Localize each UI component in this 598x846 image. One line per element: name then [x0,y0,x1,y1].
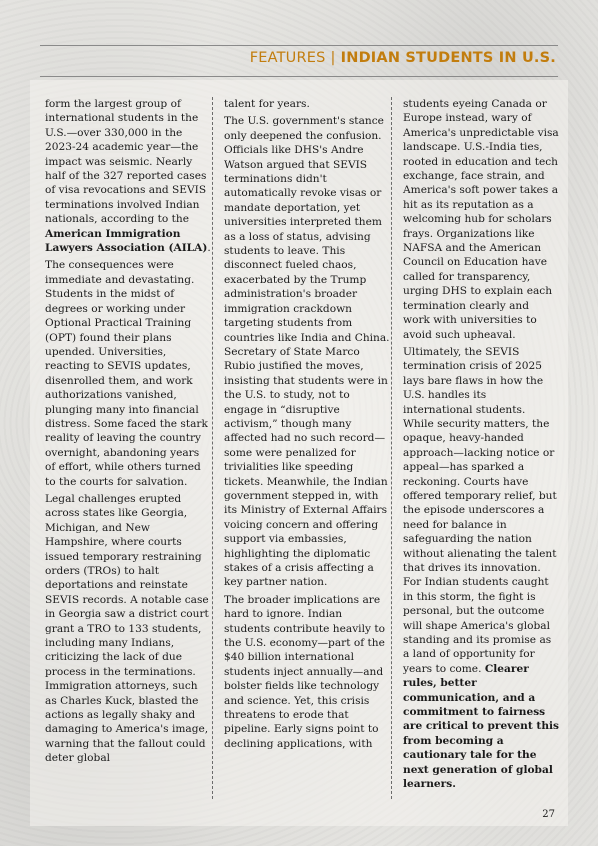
paragraph: The U.S. government's stance only deepened the confusion. Officials like DHS's Andre Watson argued that SEVIS terminations didn't automatically revoke visas or mandate deportation, yet universities interpreted them as a loss of status, advising students to leave. This disconnect fueled chaos, exacerbated by the Trump administration's broader immigration crackdown targeting students from countries like India and China. Secretary of State Marco Rubio justified the moves, insisting that students were in the U.S. to study, not to engage in “disruptive activism,” though many affected had no such record—some were penalized for trivialities like speeding tickets. Meanwhile, the Indian government stepped in, with its Ministry of External Affairs voicing concern and offering support via embassies, highlighting the diplomatic stakes of a crisis affecting a key partner nation. [224,115,390,589]
header-rule-top [40,45,558,46]
column-divider [212,97,213,799]
paragraph: students eyeing Canada or Europe instead, wary of America's unpredictable visa landscape. U.S.-India ties, rooted in education and tech exchange, face strain, and America's soft power takes a hit as its reputation as a welcoming hub for scholars frays. Organizations like NAFSA and the American Council on Education have called for transparency, urging DHS to explain each termination clearly and work with universities to avoid such upheaval. [403,98,559,341]
paragraph: Ultimately, the SEVIS termination crisis of 2025 lays bare flaws in how the U.S. handles its international students. While security matters, the opaque, heavy-handed approach—lacking notice or appeal—has sparked a reckoning. Courts have offered temporary relief, but the episode underscores a need for balance in safeguarding the nation without alienating the talent that drives its innovation. For Indian students caught in this storm, the fight is personal, but the outcome will shape America's global standing and its promise as a land of opportunity for years to come. Clearer rules, better communication, and a commitment to fairness are critical to prevent this from becoming a cautionary tale for the next generation of global learners. [403,345,560,791]
page-number: 27 [542,809,555,820]
section-header [250,50,556,66]
paragraph: The consequences were immediate and devastating. Students in the midst of degrees or working under Optional Practical Training (OPT) found their plans upended. Universities, reacting to SEVIS updates, disenrolled them, and work authorizations vanished, plunging many into financial distress. Some faced the stark reality of leaving the country overnight, abandoning years of effort, while others turned to the courts for salvation. [45,259,208,488]
column-divider [391,97,392,799]
article-column-2 [224,97,390,751]
header-separator: | [330,50,336,66]
article-column-3 [403,97,559,792]
article-column-1 [45,97,211,766]
bold-text: American Immigration Lawyers Association (AILA) [45,227,208,255]
section-topic: INDIAN STUDENTS IN U.S. [340,50,556,66]
paragraph: form the largest group of international students in the U.S.—over 330,000 in the 2023-24 academic year—the impact was seismic. Nearly half of the 327 reported cases of visa revocations and SEVIS terminations involved Indian nationals, according to the American Immigration Lawyers Association (AILA). [45,98,211,255]
section-kicker: FEATURES [249,50,326,66]
paragraph: talent for years. [224,98,310,110]
paragraph: Legal challenges erupted across states like Georgia, Michigan, and New Hampshire, where courts issued temporary restraining orders (TROs) to halt deportations and reinstate SEVIS records. A notable case in Georgia saw a district court grant a TRO to 133 students, including many Indians, criticizing the lack of due process in the terminations. Immigration attorneys, such as Charles Kuck, blasted the actions as legally shaky and damaging to America's image, warning that the fallout could deter global [45,492,209,765]
header-rule-bottom [40,76,558,77]
paragraph: The broader implications are hard to ignore. Indian students contribute heavily to the U.S. economy—part of the $40 billion international students inject annually—and bolster fields like technology and science. Yet, this crisis threatens to erode that pipeline. Early signs point to declining applications, with [224,593,385,750]
bold-text: Clearer rules, better communication, and a commitment to fairness are critical to prevent this from becoming a cautionary tale for the next generation of global learners. [403,662,560,791]
